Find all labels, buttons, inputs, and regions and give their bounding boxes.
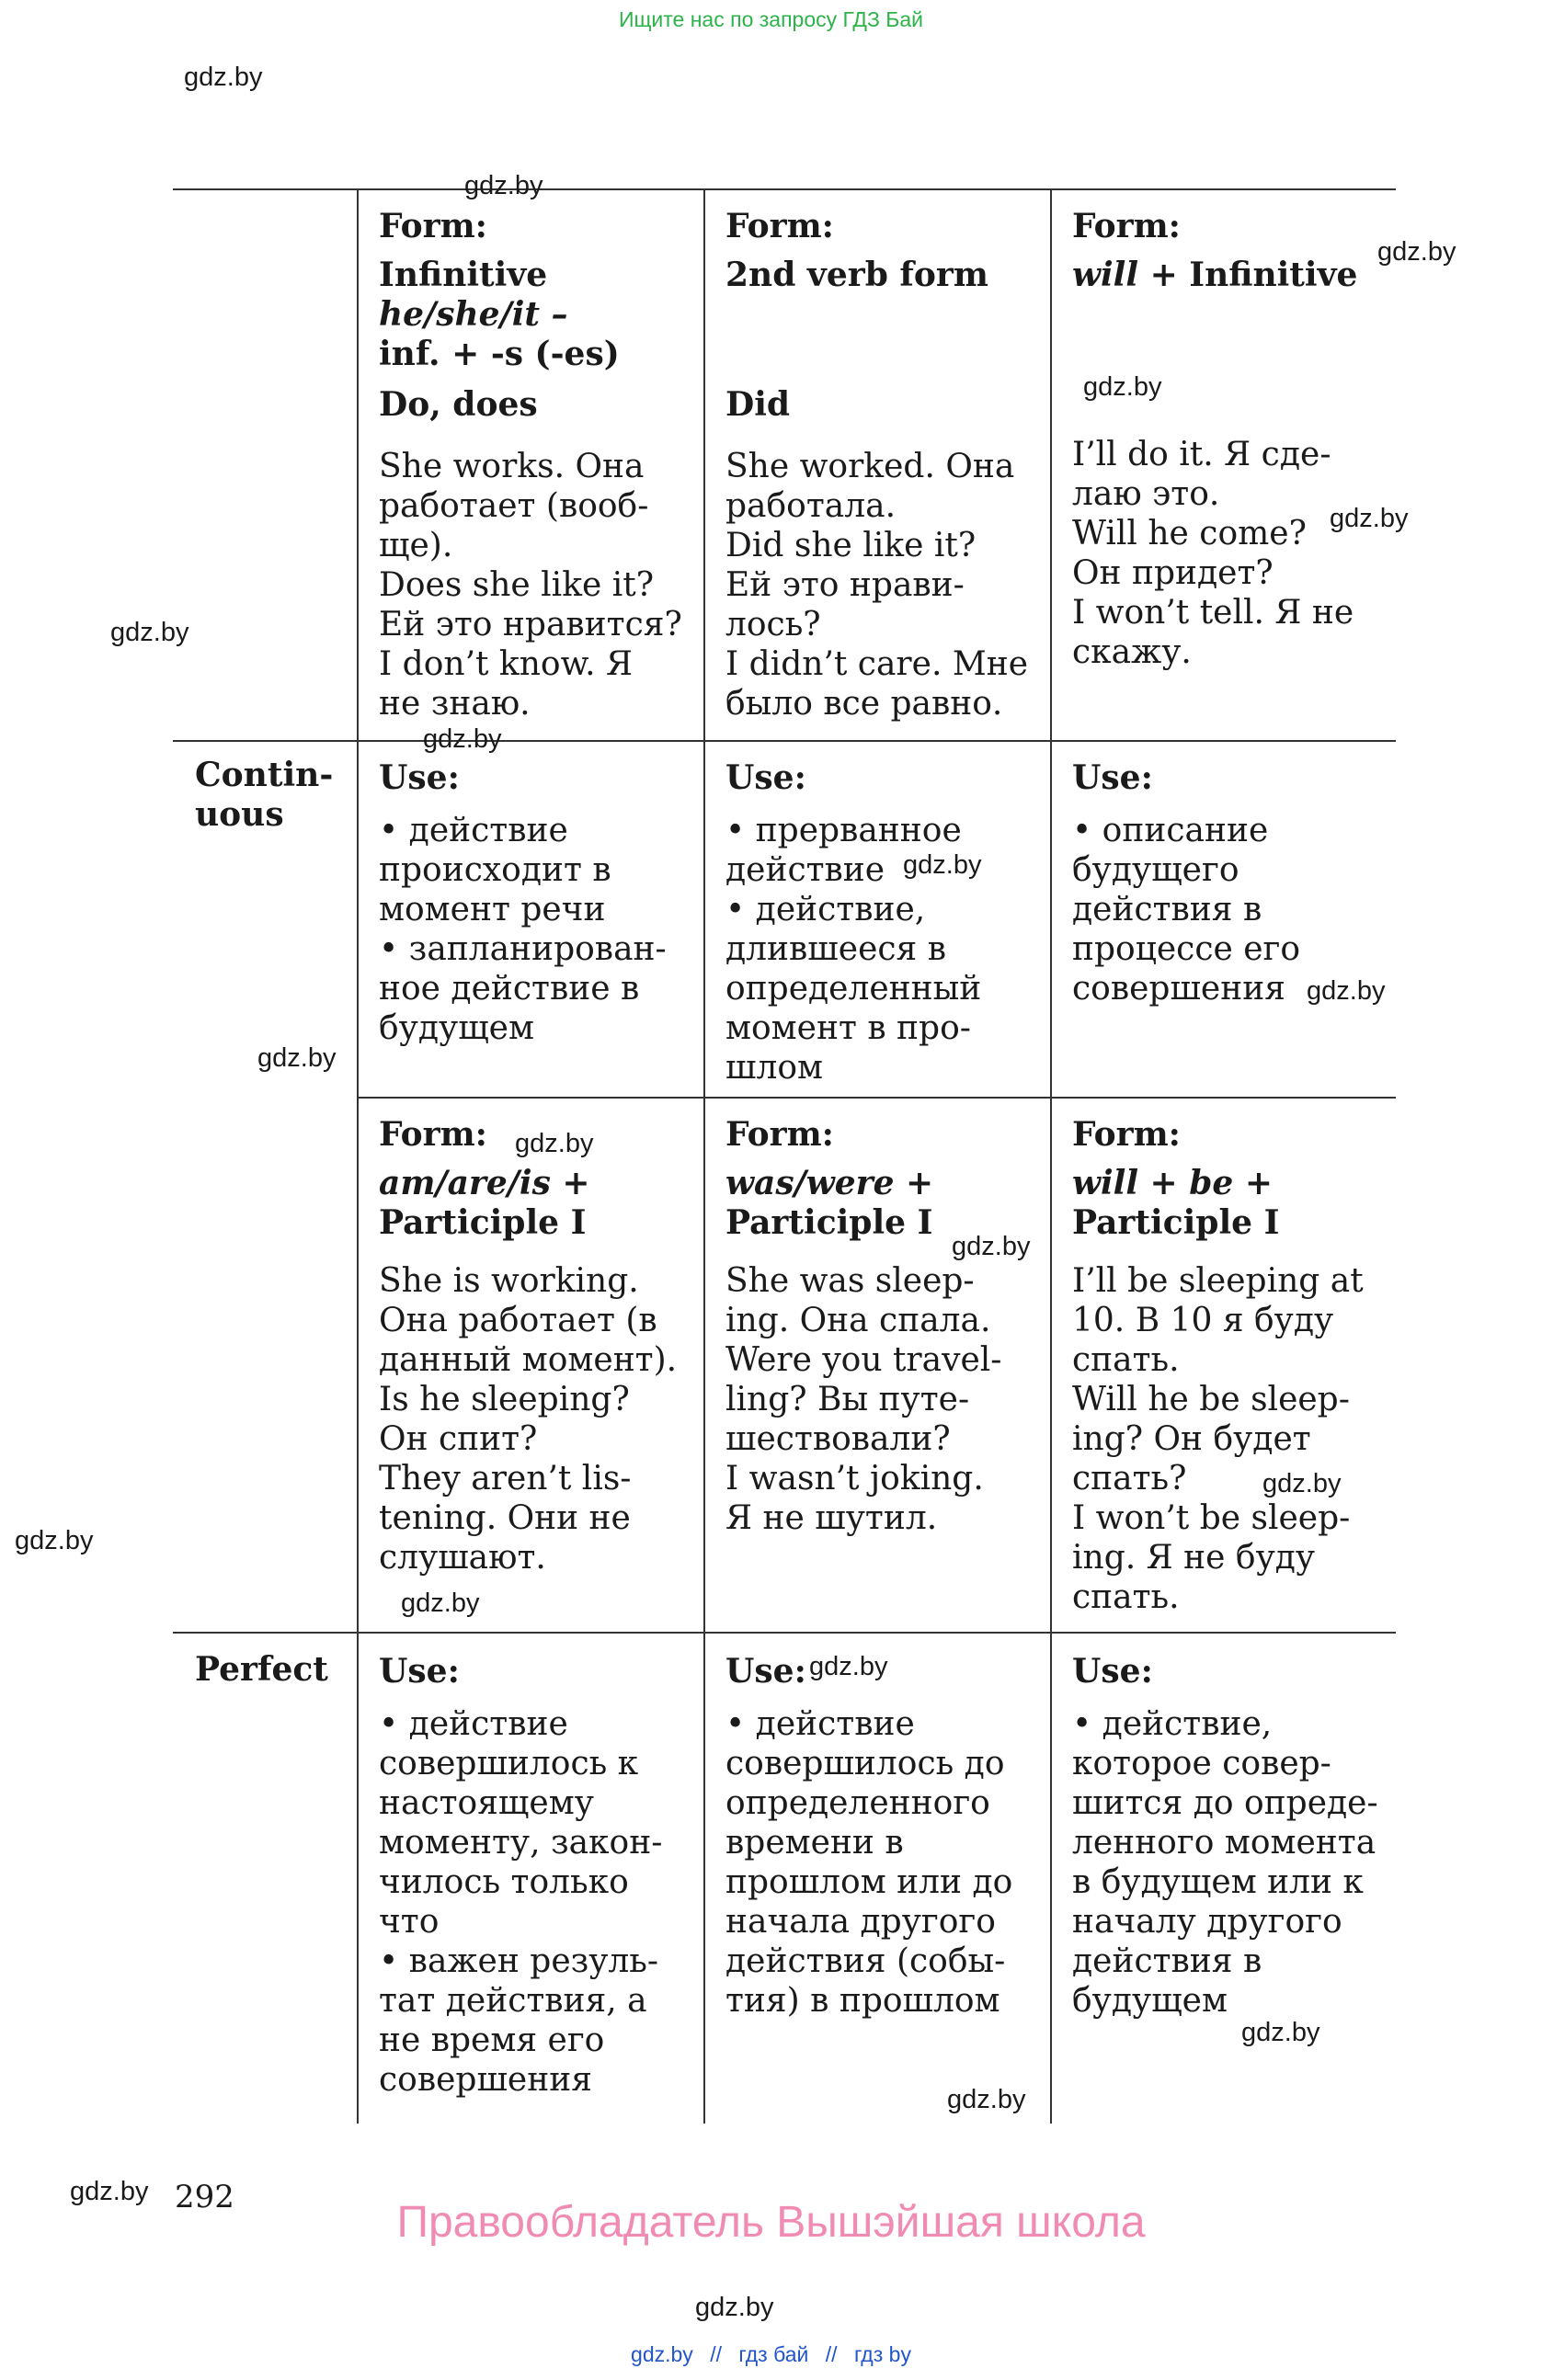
watermark: gdz.by (70, 2177, 149, 2206)
watermark: gdz.by (695, 2293, 774, 2322)
example-line: лось? (725, 606, 821, 643)
formula-line: 2nd verb form (725, 256, 988, 294)
row-label-line: Perfect (195, 1650, 328, 1689)
use-line: шлом (725, 1049, 824, 1087)
use-line: ное действие в (379, 970, 640, 1008)
use-line: действия в (1072, 1942, 1262, 1980)
example-line: шествовали? (725, 1420, 951, 1458)
use-line: будущем (1072, 1982, 1228, 2020)
watermark: gdz.by (1307, 976, 1386, 1006)
cell-header: Use: (725, 758, 806, 797)
cell-header: Use: (379, 758, 460, 797)
example-line: She works. Она (379, 448, 645, 485)
watermark: gdz.by (1083, 372, 1162, 402)
example-line: спать. (1072, 1578, 1180, 1616)
watermark: gdz.by (184, 63, 263, 92)
row-label-line: uous (195, 795, 284, 834)
row-label-continuous (195, 756, 333, 835)
footer-link-gdz-bai[interactable]: гдз бай (738, 2342, 809, 2366)
use-line: прошлом или до (725, 1863, 1013, 1901)
example-line: Is he sleeping? (379, 1381, 630, 1418)
use-line: началу другого (1072, 1903, 1342, 1941)
cell-header: Use: (1072, 1652, 1153, 1691)
use-line: • действие (725, 1705, 915, 1743)
example-line: Он спит? (379, 1420, 538, 1458)
use-line: действия в (1072, 891, 1262, 928)
footer-links (0, 2342, 1542, 2367)
use-line: • важен резуль- (379, 1942, 659, 1980)
example-line: tening. Они не (379, 1499, 631, 1537)
use-line: будущего (1072, 851, 1239, 889)
formula-line: Participle I (1072, 1203, 1280, 1242)
formula-line: Participle I (379, 1203, 587, 1242)
example-line: данный момент). (379, 1341, 678, 1379)
example-line: Я не шутил. (725, 1499, 938, 1537)
watermark: gdz.by (947, 2085, 1026, 2114)
use-line: • действие (379, 1705, 568, 1743)
example-line: спать? (1072, 1460, 1187, 1497)
use-line: совершения (379, 2061, 592, 2099)
use-line: что (379, 1903, 440, 1941)
cell-past-continuous-form (725, 1115, 1001, 1538)
use-line: определенный (725, 970, 982, 1008)
cell-past-perfect-use (725, 1652, 1012, 2021)
watermark: gdz.by (1241, 2018, 1320, 2047)
example-line: не знаю. (379, 685, 531, 723)
watermark: gdz.by (1377, 237, 1456, 267)
example-line: She was sleep- (725, 1262, 975, 1300)
auxiliary-verbs: Did (725, 385, 791, 424)
use-line: • запланирован- (379, 930, 667, 968)
example-line: Will he come? (1072, 515, 1307, 552)
cell-future-continuous-use (1072, 758, 1300, 1008)
example-line: I’ll do it. Я сде- (1072, 436, 1331, 473)
use-line: • прерванное (725, 812, 962, 849)
cell-header: Use: (379, 1652, 460, 1691)
cell-header: Form: (725, 1115, 834, 1154)
cell-present-continuous-use (379, 758, 667, 1048)
footer-link-gdz-by-ru[interactable]: гдз by (853, 2342, 911, 2366)
use-line: происходит в (379, 851, 611, 889)
example-line: ще). (379, 527, 453, 564)
row-label-perfect (195, 1650, 328, 1690)
example-line: She is working. (379, 1262, 639, 1300)
formula-line: Participle I (725, 1203, 933, 1242)
watermark: gdz.by (1262, 1469, 1342, 1498)
cell-present-continuous-form (379, 1115, 677, 1577)
formula-line: was/were + (725, 1164, 934, 1202)
example-line: I don’t know. Я (379, 645, 634, 683)
use-line: момент в про- (725, 1009, 971, 1047)
cell-simple-future-form (1072, 207, 1357, 672)
use-line: длившееся в (725, 930, 946, 968)
cell-header: Form: (1072, 207, 1181, 245)
example-line: было все равно. (725, 685, 1003, 723)
footer-separator: // (710, 2342, 722, 2366)
example-line: I’ll be sleeping at (1072, 1262, 1364, 1300)
formula-line: am/are/is + (379, 1164, 590, 1202)
watermark: gdz.by (809, 1652, 888, 1681)
watermark: gdz.by (110, 618, 189, 647)
copyright-notice: Правообладатель Вышэйшая школа (396, 2198, 1146, 2247)
top-banner[interactable]: Ищите нас по запросу ГДЗ Бай (618, 7, 924, 31)
use-line: настоящему (379, 1784, 594, 1822)
example-line: Ей это нравится? (379, 606, 682, 643)
example-line: слушают. (379, 1539, 546, 1577)
example-line: ling? Вы путе- (725, 1381, 970, 1418)
example-line: Will he be sleep- (1072, 1381, 1350, 1418)
column-divider-3 (1050, 188, 1052, 2124)
use-line: совершения (1072, 970, 1285, 1008)
use-line: моменту, закон- (379, 1824, 663, 1862)
cell-present-perfect-use (379, 1652, 662, 2100)
cell-future-continuous-form (1072, 1115, 1364, 1617)
example-line: I didn’t care. Мне (725, 645, 1028, 683)
cell-header: Use: (1072, 758, 1153, 797)
use-line: в будущем или к (1072, 1863, 1364, 1901)
cell-simple-present-form (379, 207, 682, 723)
use-line: момент речи (379, 891, 606, 928)
cell-simple-past-form (725, 207, 1028, 723)
footer-separator: // (825, 2342, 838, 2366)
example-line: Does she like it? (379, 566, 655, 604)
watermark: gdz.by (15, 1526, 94, 1555)
example-line: ing. Я не буду (1072, 1539, 1316, 1577)
use-line: • действие, (1072, 1705, 1273, 1743)
example-line: I won’t tell. Я не (1072, 594, 1354, 632)
example-line: скажу. (1072, 633, 1192, 671)
auxiliary-verbs: Do, does (379, 385, 538, 424)
formula-line: Infinitive (379, 256, 548, 294)
watermark: gdz.by (903, 850, 982, 880)
watermark: gdz.by (257, 1043, 337, 1073)
example-line: 10. В 10 я буду (1072, 1302, 1334, 1339)
example-line: They aren’t lis- (379, 1460, 632, 1497)
watermark: gdz.by (423, 724, 502, 754)
formula-line: will + be + (1072, 1164, 1274, 1202)
use-line: будущем (379, 1009, 534, 1047)
column-divider-1 (357, 188, 359, 2124)
use-line: ленного момента (1072, 1824, 1376, 1862)
example-line: Ей это нрави- (725, 566, 965, 604)
watermark: gdz.by (401, 1589, 480, 1618)
example-line: ing? Он будет (1072, 1420, 1311, 1458)
example-line: лаю это. (1072, 475, 1220, 513)
use-line: действия (собы- (725, 1942, 1006, 1980)
cell-future-perfect-use (1072, 1652, 1378, 2021)
use-line: • действие (379, 812, 568, 849)
use-line: действие (725, 851, 885, 889)
watermark: gdz.by (952, 1232, 1031, 1261)
example-line: I won’t be sleep- (1072, 1499, 1351, 1537)
page-number: 292 (175, 2179, 234, 2215)
cell-header: Form: (725, 207, 834, 245)
use-line: тия) в прошлом (725, 1982, 1000, 2020)
use-line: • описание (1072, 812, 1269, 849)
use-line: тат действия, а (379, 1982, 647, 2020)
example-line: работает (вооб- (379, 487, 649, 525)
cell-header: Use: (725, 1652, 806, 1691)
use-line: времени в (725, 1824, 904, 1862)
use-line: совершилось к (379, 1745, 639, 1782)
use-line: определенного (725, 1784, 990, 1822)
example-line: Он придет? (1072, 554, 1274, 592)
use-line: начала другого (725, 1903, 996, 1941)
cell-header: Form: (379, 207, 487, 245)
use-line: не время его (379, 2021, 605, 2059)
example-line: I wasn’t joking. (725, 1460, 984, 1497)
cell-past-continuous-use (725, 758, 981, 1088)
formula-line: he/she/it – (379, 295, 568, 334)
cell-header: Form: (379, 1115, 487, 1154)
footer-link-gdz-by[interactable]: gdz.by (631, 2342, 693, 2366)
example-line: Were you travel- (725, 1341, 1002, 1379)
example-line: Did she like it? (725, 527, 977, 564)
formula-line: inf. + -s (-es) (379, 335, 620, 373)
use-line: совершилось до (725, 1745, 1005, 1782)
cell-header: Form: (1072, 1115, 1181, 1154)
formula-line: will + Infinitive (1072, 256, 1358, 294)
use-line: которое совер- (1072, 1745, 1331, 1782)
watermark: gdz.by (464, 171, 543, 200)
watermark: gdz.by (1330, 504, 1409, 533)
example-line: She worked. Она (725, 448, 1015, 485)
example-line: работала. (725, 487, 897, 525)
use-line: шится до опреде- (1072, 1784, 1378, 1822)
example-line: Она работает (в (379, 1302, 657, 1339)
watermark: gdz.by (515, 1129, 594, 1158)
use-line: чилось только (379, 1863, 629, 1901)
example-line: ing. Она спала. (725, 1302, 991, 1339)
use-line: • действие, (725, 891, 926, 928)
example-line: спать. (1072, 1341, 1180, 1379)
row-divider-2 (357, 1097, 1396, 1099)
row-label-line: Contin- (195, 756, 334, 794)
use-line: процессе его (1072, 930, 1301, 968)
column-divider-2 (703, 188, 705, 2124)
